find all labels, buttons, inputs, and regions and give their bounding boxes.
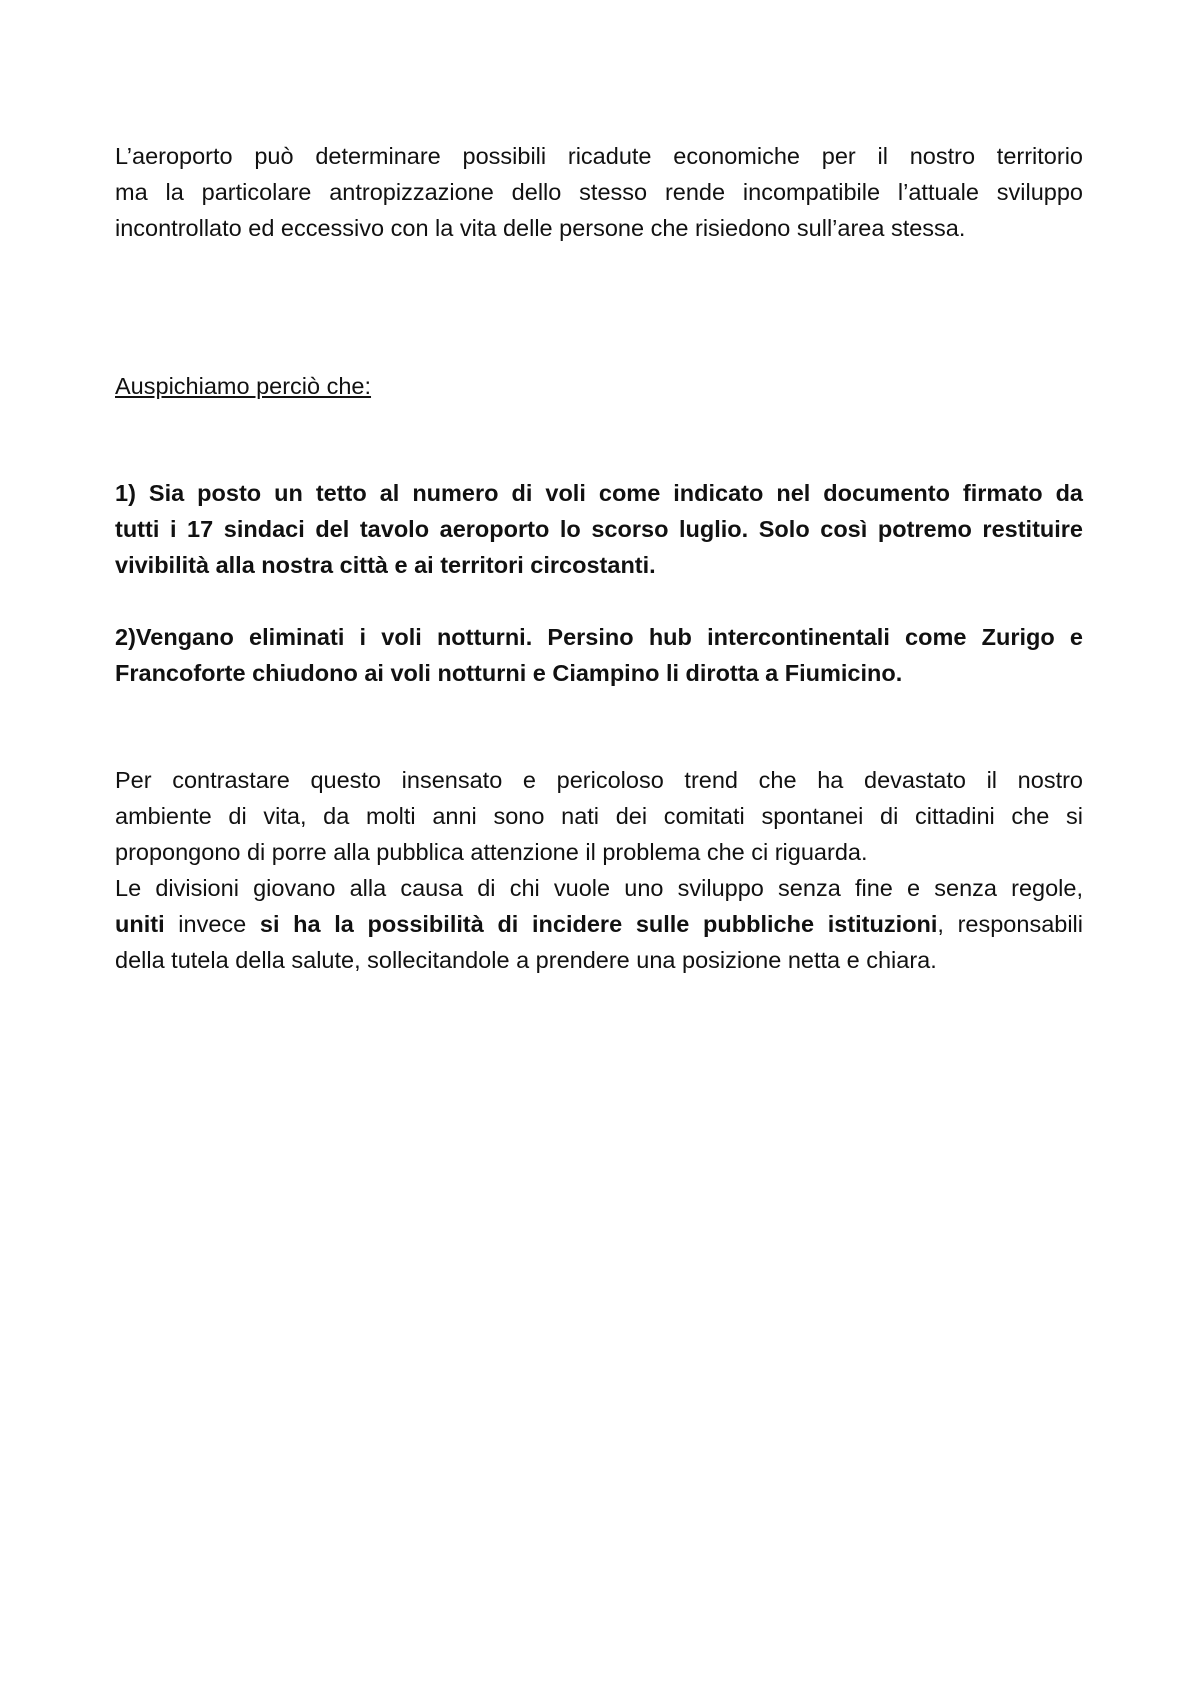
point-2-line-1: 2)Vengano eliminati i voli notturni. Persino hub intercontinentali come Zurigo e — [115, 624, 1083, 650]
intro-line-2: ma la particolare antropizzazione dello stesso rende incompatibile l’attuale sviluppo — [115, 179, 1083, 205]
point-2-line-2: Francoforte chiudono ai voli notturni e Ciampino li dirotta a Fiumicino. — [115, 660, 903, 686]
point-1-paragraph — [115, 475, 1083, 583]
point-1-line-1: 1) Sia posto un tetto al numero di voli come indicato nel documento firmato da — [115, 480, 1083, 506]
closing-bold-uniti: uniti — [115, 911, 165, 937]
intro-line-1: L’aeroporto può determinare possibili ricadute economiche per il nostro territorio — [115, 143, 1083, 169]
closing-line-1: Per contrastare questo insensato e pericoloso trend che ha devastato il nostro — [115, 767, 1083, 793]
closing-line-5 — [115, 906, 1083, 942]
intro-line-3: incontrollato ed eccessivo con la vita delle persone che risiedono sull’area stessa. — [115, 215, 966, 241]
closing-bold-possibilita: si ha la possibilità di incidere sulle pubbliche istituzioni — [259, 911, 938, 937]
closing-line-3: propongono di porre alla pubblica attenzione il problema che ci riguarda. — [115, 839, 868, 865]
closing-line-6: della tutela della salute, sollecitandole a prendere una posizione netta e chiara. — [115, 947, 937, 973]
document-page — [115, 138, 1083, 978]
closing-line-2: ambiente di vita, da molti anni sono nati dei comitati spontanei di cittadini che si — [115, 803, 1083, 829]
point-2-paragraph — [115, 619, 1083, 691]
closing-line-4: Le divisioni giovano alla causa di chi vuole uno sviluppo senza fine e senza regole, — [115, 875, 1083, 901]
intro-paragraph — [115, 138, 1083, 246]
closing-text-responsabili: , responsabili — [937, 911, 1083, 937]
point-1-line-3: vivibilità alla nostra città e ai territori circostanti. — [115, 552, 656, 578]
closing-text-invece: invece — [164, 911, 260, 937]
closing-paragraph — [115, 762, 1083, 978]
point-1-line-2: tutti i 17 sindaci del tavolo aeroporto lo scorso luglio. Solo così potremo restituire — [115, 516, 1083, 542]
section-heading: Auspichiamo perciò che: — [115, 373, 372, 399]
